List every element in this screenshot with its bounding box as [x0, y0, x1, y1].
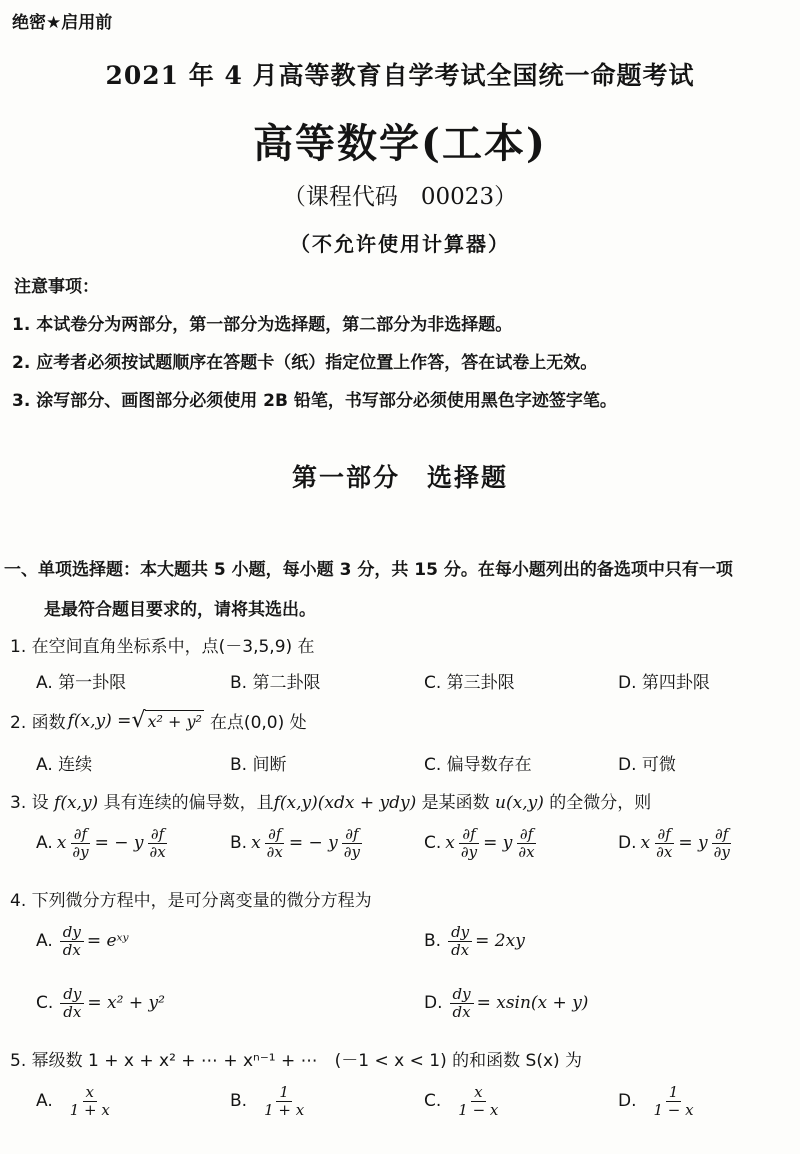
q3-part: 3. 设	[10, 793, 49, 813]
q5-option-c: C. $\frac{x}{1 - x}$	[424, 1083, 499, 1119]
q5-option-b: B. $\frac{1}{1 + x}$	[230, 1083, 305, 1119]
calculator-note: （不允许使用计算器）	[290, 232, 510, 256]
fraction: $\frac{\partial f}{\partial y}$	[343, 825, 361, 861]
question-3-stem	[10, 788, 651, 813]
q1-option-c: C. 第三卦限	[424, 673, 515, 693]
fraction: $\frac{\partial f}{\partial x}$	[266, 825, 283, 861]
q2-option-d: D. 可微	[618, 755, 676, 775]
q3-part: 是某函数	[421, 793, 490, 813]
note-item: 1. 本试卷分为两部分，第一部分为选择题，第二部分为非选择题。	[12, 315, 513, 335]
secret-label: 绝密★启用前	[12, 13, 113, 33]
question-5-stem: 5. 幂级数 1 + x + x² + ⋯ + xⁿ⁻¹ + ⋯ (－1 < x < 1) 的和函数 S(x) 为	[10, 1051, 583, 1071]
fraction: $\frac{\partial f}{\partial y}$	[460, 825, 478, 861]
q4-option-c: C. $\frac{dy}{dx}$ = x² + y²	[36, 985, 165, 1021]
q4-option-a: A. $\frac{dy}{dx}$ = eˣʸ	[36, 923, 129, 959]
q3-option-c: C. x $\frac{\partial f}{\partial y}$ = y $\frac{\partial f}{\partial x}$	[424, 826, 541, 860]
q1-option-d: D. 第四卦限	[618, 673, 710, 693]
q3-option-a: A. x $\frac{\partial f}{\partial y}$ = − y $\frac{\partial f}{\partial x}$	[36, 826, 172, 860]
q4-option-b: B. $\frac{dy}{dx}$ = 2xy	[424, 923, 525, 959]
question-1-stem: 1. 在空间直角坐标系中，点(－3,5,9) 在	[10, 637, 315, 657]
exam-title: 2021 年 4 月高等教育自学考试全国统一命题考试	[105, 61, 695, 90]
fraction: $\frac{\partial f}{\partial y}$	[72, 825, 89, 861]
q2-function: f(x,y) =	[67, 710, 132, 731]
q4-option-d: D. $\frac{dy}{dx}$ = xsin(x + y)	[424, 985, 589, 1021]
q5-option-a: A. $\frac{x}{1 + x}$	[36, 1083, 110, 1119]
radicand: x² + y²	[147, 711, 202, 731]
subject-title: 高等数学(工本)	[253, 120, 547, 167]
q1-option-a: A. 第一卦限	[36, 673, 127, 693]
q2-prefix: 2. 函数	[10, 713, 66, 733]
note-item: 2. 应考者必须按试题顺序在答题卡（纸）指定位置上作答，答在试卷上无效。	[12, 353, 598, 373]
q3-part: f(x,y)(xdx + ydy)	[273, 793, 417, 813]
part-title: 第一部分 选择题	[291, 463, 508, 492]
q5-option-d: D. $\frac{1}{1 - x}$	[618, 1083, 694, 1119]
q2-suffix: 在点(0,0) 处	[209, 713, 307, 733]
q3-part: 具有连续的偏导数，且	[103, 793, 274, 813]
sqrt-expression	[131, 707, 204, 733]
q3-option-d: D. x $\frac{\partial f}{\partial x}$ = y $\frac{\partial f}{\partial y}$	[618, 826, 736, 860]
fraction: $\frac{\partial f}{\partial y}$	[713, 825, 730, 861]
course-code: （课程代码 00023）	[282, 184, 518, 210]
fraction: $\frac{\partial f}{\partial x}$	[149, 825, 166, 861]
question-4-stem: 4. 下列微分方程中，是可分离变量的微分方程为	[10, 891, 372, 911]
notes-heading: 注意事项：	[14, 277, 99, 297]
section-instructions-cont: 是最符合题目要求的，请将其选出。	[44, 600, 316, 620]
q3-option-b: B. x $\frac{\partial f}{\partial x}$ = − y $\frac{\partial f}{\partial y}$	[230, 826, 366, 860]
q3-part: 的全微分，则	[549, 793, 652, 813]
question-2-stem	[10, 708, 307, 733]
note-item: 3. 涂写部分、画图部分必须使用 2B 铅笔，书写部分必须使用黑色字迹签字笔。	[12, 391, 617, 411]
q2-option-a: A. 连续	[36, 755, 93, 775]
fraction: $\frac{\partial f}{\partial x}$	[518, 825, 535, 861]
q3-part: u(x,y)	[495, 793, 544, 813]
radical-sign: √	[131, 707, 146, 733]
q2-option-b: B. 间断	[230, 755, 287, 775]
q1-option-b: B. 第二卦限	[230, 673, 321, 693]
q3-part: f(x,y)	[54, 793, 99, 813]
fraction: $\frac{\partial f}{\partial x}$	[656, 825, 673, 861]
section-instructions: 一、单项选择题：本大题共 5 小题，每小题 3 分，共 15 分。在每小题列出的备选项中只有一项	[4, 560, 733, 580]
q2-option-c: C. 偏导数存在	[424, 755, 532, 775]
